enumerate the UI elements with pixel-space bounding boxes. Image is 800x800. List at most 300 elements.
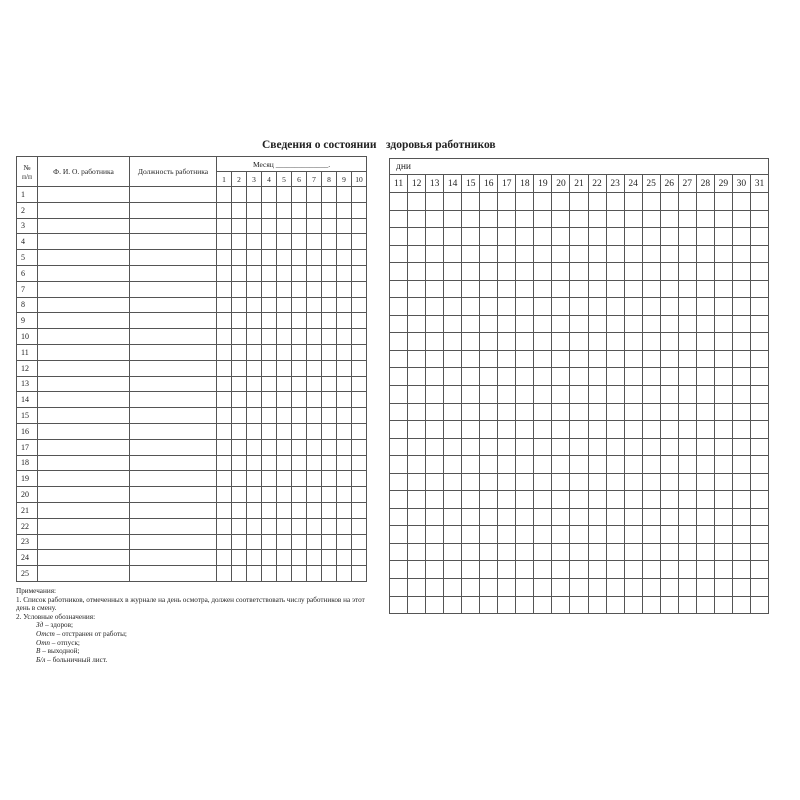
day-cell — [588, 350, 606, 368]
day-cell — [552, 543, 570, 561]
day-cell — [732, 386, 750, 404]
day-cell — [660, 438, 678, 456]
day-cell — [606, 386, 624, 404]
day-cell — [247, 313, 262, 329]
day-cell — [750, 193, 768, 211]
day-cell — [696, 456, 714, 474]
day-cell — [534, 491, 552, 509]
table-row — [390, 315, 769, 333]
day-cell — [696, 368, 714, 386]
day-cell — [534, 526, 552, 544]
position-cell — [130, 408, 217, 424]
day-cell — [262, 566, 277, 582]
day-cell — [624, 315, 642, 333]
day-cell — [714, 491, 732, 509]
day-cell — [390, 561, 408, 579]
day-cell — [462, 333, 480, 351]
day-cell — [714, 298, 732, 316]
table-body-left — [17, 187, 367, 582]
day-header-cell: 31 — [750, 175, 768, 193]
name-cell — [38, 518, 130, 534]
day-cell — [232, 329, 247, 345]
day-cell — [750, 386, 768, 404]
day-cell — [480, 596, 498, 614]
day-cell — [534, 315, 552, 333]
day-cell — [247, 329, 262, 345]
day-cell — [277, 439, 292, 455]
day-cell — [390, 473, 408, 491]
day-cell — [292, 471, 307, 487]
day-cell — [750, 315, 768, 333]
day-cell — [217, 281, 232, 297]
day-cell — [247, 392, 262, 408]
day-cell — [480, 210, 498, 228]
day-cell — [292, 502, 307, 518]
day-cell — [426, 245, 444, 263]
day-cell — [307, 218, 322, 234]
day-cell — [408, 280, 426, 298]
row-number-cell: 8 — [17, 297, 38, 313]
day-cell — [498, 193, 516, 211]
day-cell — [307, 329, 322, 345]
day-cell — [678, 315, 696, 333]
day-cell — [337, 534, 352, 550]
day-cell — [498, 491, 516, 509]
day-cell — [262, 423, 277, 439]
day-cell — [262, 550, 277, 566]
day-cell — [307, 376, 322, 392]
day-cell — [624, 579, 642, 597]
day-cell — [588, 596, 606, 614]
day-cell — [588, 561, 606, 579]
day-cell — [570, 315, 588, 333]
day-cell — [714, 210, 732, 228]
name-cell — [38, 234, 130, 250]
day-cell — [624, 333, 642, 351]
day-cell — [217, 439, 232, 455]
day-cell — [217, 455, 232, 471]
table-row — [390, 508, 769, 526]
day-cell — [277, 423, 292, 439]
day-cell — [462, 193, 480, 211]
day-cell — [462, 526, 480, 544]
row-number-cell: 13 — [17, 376, 38, 392]
day-cell — [322, 265, 337, 281]
day-cell — [408, 315, 426, 333]
position-cell — [130, 234, 217, 250]
day-cell — [217, 376, 232, 392]
day-cell — [498, 315, 516, 333]
day-cell — [624, 456, 642, 474]
table-row — [17, 534, 367, 550]
position-cell — [130, 534, 217, 550]
day-cell — [307, 281, 322, 297]
day-cell — [570, 491, 588, 509]
position-cell — [130, 439, 217, 455]
day-cell — [534, 263, 552, 281]
day-cell — [352, 265, 367, 281]
day-cell — [732, 561, 750, 579]
day-header-cell: 16 — [480, 175, 498, 193]
row-number-cell: 14 — [17, 392, 38, 408]
day-header-cell: 28 — [696, 175, 714, 193]
day-cell — [480, 543, 498, 561]
day-cell — [750, 561, 768, 579]
day-cell — [498, 210, 516, 228]
day-cell — [552, 438, 570, 456]
day-cell — [606, 350, 624, 368]
day-cell — [307, 502, 322, 518]
day-cell — [352, 344, 367, 360]
name-cell — [38, 360, 130, 376]
day-cell — [714, 315, 732, 333]
legend-list — [16, 621, 368, 664]
table-row — [390, 596, 769, 614]
day-cell — [390, 386, 408, 404]
day-cell — [714, 596, 732, 614]
day-cell — [277, 344, 292, 360]
table-row — [390, 579, 769, 597]
day-cell — [307, 392, 322, 408]
day-cell — [714, 543, 732, 561]
day-cell — [444, 596, 462, 614]
day-cell — [696, 333, 714, 351]
day-cell — [732, 315, 750, 333]
day-cell — [624, 245, 642, 263]
day-cell — [660, 543, 678, 561]
day-cell — [732, 543, 750, 561]
day-cell — [552, 579, 570, 597]
day-cell — [444, 403, 462, 421]
name-cell — [38, 534, 130, 550]
day-cell — [678, 508, 696, 526]
day-cell — [292, 234, 307, 250]
day-cell — [247, 297, 262, 313]
day-cell — [426, 579, 444, 597]
day-cell — [352, 187, 367, 203]
day-cell — [552, 263, 570, 281]
day-cell — [588, 193, 606, 211]
table-row — [17, 408, 367, 424]
day-cell — [678, 543, 696, 561]
day-cell — [277, 281, 292, 297]
name-cell — [38, 550, 130, 566]
position-cell — [130, 265, 217, 281]
name-cell — [38, 313, 130, 329]
day-cell — [444, 263, 462, 281]
row-number-cell: 15 — [17, 408, 38, 424]
day-cell — [337, 281, 352, 297]
table-row — [17, 550, 367, 566]
position-cell — [130, 313, 217, 329]
day-cell — [292, 187, 307, 203]
table-row — [17, 218, 367, 234]
day-cell — [516, 210, 534, 228]
day-cell — [292, 566, 307, 582]
day-cell — [696, 210, 714, 228]
day-cell — [696, 491, 714, 509]
day-cell — [570, 403, 588, 421]
day-cell — [624, 280, 642, 298]
day-cell — [462, 403, 480, 421]
day-cell — [292, 218, 307, 234]
day-header-cell: 8 — [322, 172, 337, 187]
day-cell — [322, 550, 337, 566]
day-header-cell: 15 — [462, 175, 480, 193]
day-cell — [352, 250, 367, 266]
day-cell — [444, 368, 462, 386]
day-cell — [462, 228, 480, 246]
day-cell — [232, 313, 247, 329]
day-cell — [498, 298, 516, 316]
column-header-number-line2: п/п — [21, 172, 33, 181]
day-cell — [552, 315, 570, 333]
day-cell — [642, 280, 660, 298]
day-header-cell: 11 — [390, 175, 408, 193]
day-cell — [732, 526, 750, 544]
day-cell — [588, 333, 606, 351]
day-cell — [462, 280, 480, 298]
day-cell — [292, 487, 307, 503]
day-cell — [678, 456, 696, 474]
day-cell — [292, 534, 307, 550]
day-cell — [217, 297, 232, 313]
day-cell — [624, 210, 642, 228]
day-cell — [232, 392, 247, 408]
day-header-cell: 7 — [307, 172, 322, 187]
table-row — [17, 439, 367, 455]
day-cell — [337, 218, 352, 234]
name-cell — [38, 265, 130, 281]
day-cell — [444, 543, 462, 561]
day-cell — [390, 193, 408, 211]
day-cell — [606, 526, 624, 544]
day-cell — [292, 202, 307, 218]
table-row — [390, 298, 769, 316]
day-cell — [498, 438, 516, 456]
day-cell — [292, 313, 307, 329]
day-cell — [217, 502, 232, 518]
day-cell — [262, 534, 277, 550]
day-cell — [606, 473, 624, 491]
day-cell — [262, 392, 277, 408]
day-cell — [390, 228, 408, 246]
day-cell — [624, 403, 642, 421]
day-cell — [277, 566, 292, 582]
day-cell — [642, 403, 660, 421]
notes-section — [16, 587, 368, 664]
day-cell — [570, 526, 588, 544]
day-cell — [660, 193, 678, 211]
day-cell — [660, 315, 678, 333]
day-cell — [660, 228, 678, 246]
day-cell — [292, 329, 307, 345]
day-cell — [696, 386, 714, 404]
day-cell — [588, 456, 606, 474]
column-header-position: Должность работника — [130, 157, 217, 187]
table-row — [17, 281, 367, 297]
day-cell — [696, 473, 714, 491]
day-cell — [444, 298, 462, 316]
day-cell — [642, 491, 660, 509]
day-cell — [322, 534, 337, 550]
table-body-right — [390, 193, 769, 614]
day-cell — [408, 228, 426, 246]
day-cell — [570, 245, 588, 263]
day-cell — [408, 561, 426, 579]
day-cell — [480, 491, 498, 509]
day-cell — [307, 344, 322, 360]
day-cell — [292, 455, 307, 471]
day-cell — [588, 368, 606, 386]
day-cell — [552, 491, 570, 509]
day-cell — [292, 265, 307, 281]
day-cell — [352, 202, 367, 218]
day-cell — [642, 438, 660, 456]
day-cell — [247, 534, 262, 550]
day-cell — [480, 368, 498, 386]
notes-heading: Примечания: — [16, 587, 56, 595]
day-cell — [426, 368, 444, 386]
day-cell — [498, 263, 516, 281]
day-cell — [480, 526, 498, 544]
day-cell — [588, 421, 606, 439]
day-cell — [352, 360, 367, 376]
day-cell — [534, 280, 552, 298]
day-cell — [262, 297, 277, 313]
day-cell — [352, 329, 367, 345]
day-cell — [678, 526, 696, 544]
table-row — [390, 473, 769, 491]
day-cell — [322, 408, 337, 424]
day-cell — [262, 218, 277, 234]
column-header-name: Ф. И. О. работника — [38, 157, 130, 187]
day-cell — [498, 596, 516, 614]
name-cell — [38, 281, 130, 297]
day-cell — [390, 403, 408, 421]
day-cell — [570, 368, 588, 386]
day-cell — [642, 298, 660, 316]
day-cell — [516, 403, 534, 421]
day-cell — [660, 298, 678, 316]
day-cell — [606, 543, 624, 561]
day-cell — [480, 561, 498, 579]
day-cell — [307, 297, 322, 313]
day-cell — [262, 202, 277, 218]
table-row — [390, 245, 769, 263]
day-cell — [516, 508, 534, 526]
day-cell — [750, 280, 768, 298]
day-cell — [337, 502, 352, 518]
day-cell — [322, 329, 337, 345]
day-cell — [624, 193, 642, 211]
day-cell — [642, 333, 660, 351]
day-cell — [570, 263, 588, 281]
day-cell — [678, 193, 696, 211]
day-cell — [307, 439, 322, 455]
day-cell — [516, 368, 534, 386]
day-header-cell: 4 — [262, 172, 277, 187]
day-cell — [588, 263, 606, 281]
name-cell — [38, 471, 130, 487]
day-cell — [660, 456, 678, 474]
day-cell — [660, 508, 678, 526]
day-cell — [232, 297, 247, 313]
day-cell — [352, 566, 367, 582]
day-header-cell: 22 — [588, 175, 606, 193]
name-cell — [38, 297, 130, 313]
day-cell — [552, 210, 570, 228]
day-cell — [570, 456, 588, 474]
table-row — [390, 561, 769, 579]
day-cell — [714, 193, 732, 211]
name-cell — [38, 439, 130, 455]
day-cell — [337, 313, 352, 329]
day-cell — [534, 421, 552, 439]
day-cell — [352, 392, 367, 408]
table-row — [17, 265, 367, 281]
table-row — [390, 350, 769, 368]
day-cell — [570, 473, 588, 491]
day-cell — [232, 471, 247, 487]
day-cell — [750, 368, 768, 386]
row-number-cell: 25 — [17, 566, 38, 582]
day-cell — [337, 376, 352, 392]
day-cell — [750, 456, 768, 474]
day-cell — [307, 423, 322, 439]
day-cell — [498, 368, 516, 386]
day-cell — [277, 218, 292, 234]
day-cell — [337, 392, 352, 408]
day-cell — [262, 439, 277, 455]
day-cell — [480, 421, 498, 439]
day-cell — [262, 408, 277, 424]
position-cell — [130, 455, 217, 471]
day-cell — [217, 360, 232, 376]
day-cell — [606, 368, 624, 386]
day-cell — [732, 228, 750, 246]
day-cell — [480, 333, 498, 351]
day-cell — [232, 202, 247, 218]
day-cell — [606, 280, 624, 298]
day-cell — [588, 473, 606, 491]
day-cell — [232, 550, 247, 566]
day-cell — [408, 245, 426, 263]
table-row — [390, 543, 769, 561]
day-cell — [624, 543, 642, 561]
legend-code: Отп — [36, 638, 50, 647]
day-cell — [262, 487, 277, 503]
day-cell — [606, 263, 624, 281]
day-cell — [588, 280, 606, 298]
day-cell — [498, 245, 516, 263]
day-cell — [462, 561, 480, 579]
day-cell — [624, 473, 642, 491]
day-cell — [232, 534, 247, 550]
day-cell — [714, 421, 732, 439]
day-cell — [660, 526, 678, 544]
position-cell — [130, 423, 217, 439]
day-cell — [337, 250, 352, 266]
day-cell — [714, 403, 732, 421]
day-cell — [247, 502, 262, 518]
day-cell — [292, 250, 307, 266]
day-cell — [232, 281, 247, 297]
day-cell — [217, 250, 232, 266]
day-cell — [292, 423, 307, 439]
day-cell — [624, 350, 642, 368]
day-cell — [660, 210, 678, 228]
